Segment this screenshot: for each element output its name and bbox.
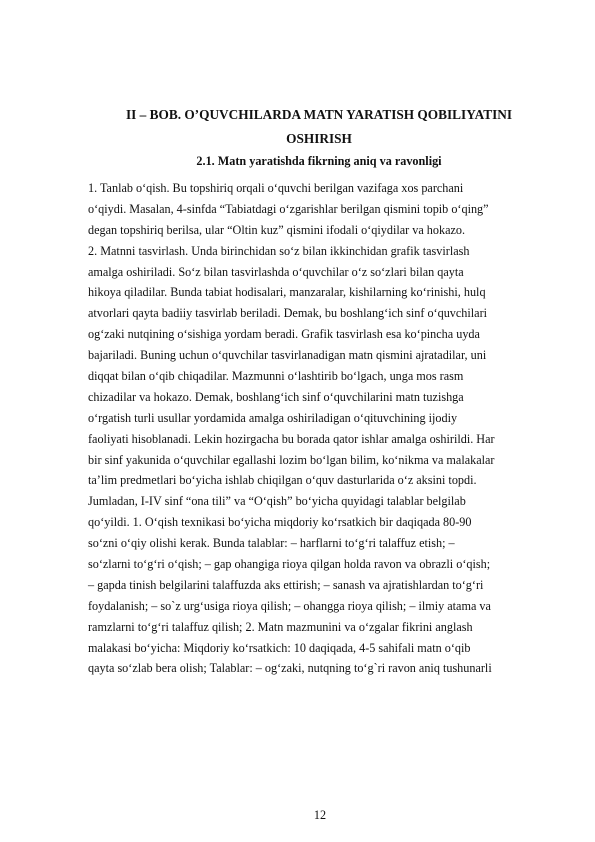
text-line: hikoya qiladilar. Bunda tabiat hodisalari, manzaralar, kishilarning ko‘rinishi, hulq <box>88 285 486 300</box>
text-line: foydalanish; – so`z urg‘usiga rioya qilish; – ohangga rioya qilish; – ilmiy atama va <box>88 598 491 613</box>
chapter-title-line-1: II – BOB. O’QUVCHILARDA MATN YARATISH QOBILIYATINI <box>125 107 513 122</box>
text-line: o‘rgatish turli usullar yordamida amalga oshiriladigan o‘qituvchining ijodiy <box>88 410 458 425</box>
text-line: degan topshiriq berilsa, ular “Oltin kuz” qismini ifodali o‘qiydilar va hokazo. <box>88 222 466 237</box>
text-line: og‘zaki nutqining o‘sishiga yordam beradi. Grafik tasvirlash esa ko‘pincha uyda <box>88 327 480 342</box>
text-line: bajariladi. Buning uchun o‘quvchilar tasvirlanadigan matn qismini ajratadilar, uni <box>88 348 487 363</box>
text-line: so‘zni o‘qiy olishi kerak. Bunda talablar: – harflarni to‘g‘ri talaffuz etish; – <box>88 536 455 551</box>
text-line: faoliyati hisoblanadi. Lekin hozirgacha bu borada qator ishlar amalga oshirildi. Har <box>88 431 495 446</box>
chapter-title <box>88 103 550 151</box>
text-line: bir sinf yakunida o‘quvchilar egallashi lozim bo‘lgan bilim, ko‘nikma va malakalar <box>88 452 495 467</box>
text-line: amalga oshiriladi. So‘z bilan tasvirlashda o‘quvchilar o‘z so‘zlari bilan qayta <box>88 264 464 279</box>
text-line: o‘qiydi. Masalan, 4-sinfda “Tabiatdagi o‘zgarishlar berilgan qismini topib o‘qing” <box>88 201 489 216</box>
text-line: 2. Matnni tasvirlash. Unda birinchidan so‘z bilan ikkinchidan grafik tasvirlash <box>88 243 470 258</box>
text-line: Jumladan, I-IV sinf “ona tili” va “O‘qish” bo‘yicha quyidagi talablar belgilab <box>88 494 466 509</box>
section-title: 2.1. Matn yaratishda fikrning aniq va ravonligi <box>196 154 442 168</box>
text-line: – gapda tinish belgilarini talaffuzda aks ettirish; – sanash va ajratishlardan to‘g‘ri <box>88 577 484 592</box>
text-line: malakasi bo‘yicha: Miqdoriy ko‘rsatkich: 10 daqiqada, 4-5 sahifali matn o‘qib <box>88 640 471 655</box>
text-line: qo‘yildi. 1. O‘qish texnikasi bo‘yicha miqdoriy ko‘rsatkich bir daqiqada 80-90 <box>88 515 472 530</box>
chapter-title-line-2: OSHIRISH <box>286 131 352 146</box>
text-line: atvorlari qayta badiiy tasvirlab beriladi. Demak, bu boshlang‘ich sinf o‘quvchilari <box>88 306 488 321</box>
text-line: ramzlarni to‘g‘ri talaffuz qilish; 2. Matn mazmunini va o‘zgalar fikrini anglash <box>88 619 473 634</box>
text-line: chizadilar va hokazo. Demak, boshlang‘ich sinf o‘quvchilarini matn tuzishga <box>88 389 464 404</box>
text-line: so‘zlarni to‘g‘ri o‘qish; – gap ohangiga rioya qilgan holda ravon va obrazli o‘qish; <box>88 557 491 572</box>
text-line: 1. Tanlab o‘qish. Bu topshiriq orqali o‘quvchi berilgan vazifaga xos parchani <box>88 181 464 195</box>
text-line: qayta so‘zlab bera olish; Talablar: – og‘zaki, nutqning to‘g`ri ravon aniq tushunarli <box>88 661 492 676</box>
body-text <box>88 178 554 679</box>
text-line: diqqat bilan o‘qib chiqadilar. Mazmunni o‘lashtirib bo‘lgach, unga mos rasm <box>88 369 464 384</box>
text-line: ta’lim predmetlari bo‘yicha ishlab chiqilgan o‘quv dasturlarida o‘z aksini topdi. <box>88 473 477 488</box>
page-number: 12 <box>313 808 327 822</box>
